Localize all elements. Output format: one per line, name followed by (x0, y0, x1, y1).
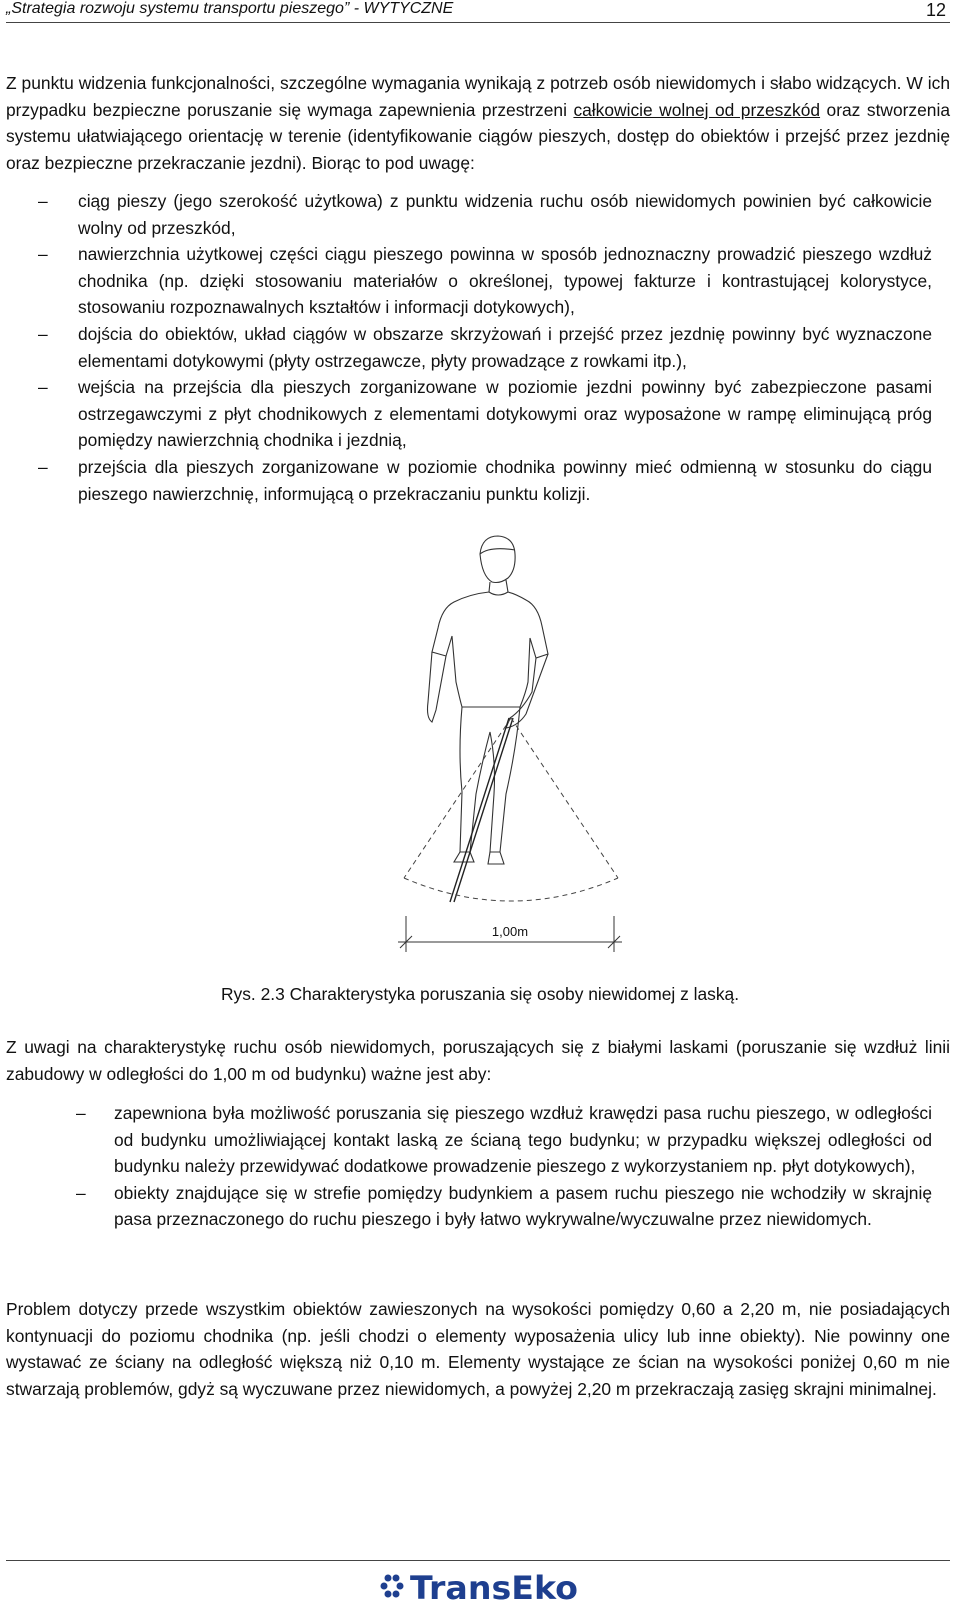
list-item-text: dojścia do obiektów, układ ciągów w obszarze skrzyżowań i przejść przez jezdnię powinny być wyznaczone elementami dotykowymi (płyty ostrzegawcze, płyty prowadzące z rowkami itp.), (78, 323, 932, 371)
list-item (76, 1180, 932, 1233)
list-dash: – (76, 1103, 86, 1123)
list-item (38, 374, 932, 454)
list-item-text: ciąg pieszy (jego szerokość użytkowa) z punktu widzenia ruchu osób niewidomych powinien być całkowicie wolny od przeszkód, (78, 191, 932, 238)
requirements-list (38, 188, 932, 507)
shoes (454, 852, 504, 864)
intro-text-before: Z punktu widzenia funkcjonalności, szczególne wymagania wynikają z potrzeb osób niewidomych i słabo widzących. W ich przypadku bezpieczne poruszanie się wymaga zapewnienia przestrzeni (6, 73, 950, 120)
list-dash: – (38, 377, 48, 398)
right-arm (506, 654, 548, 728)
dimension-label: 1,00m (491, 924, 529, 939)
intro-paragraph (6, 70, 950, 176)
list-item (38, 454, 932, 507)
document-title: „Strategia rozwoju systemu transportu pieszego” - WYTYCZNE (6, 0, 454, 17)
list-dash: – (38, 323, 48, 344)
page-number: 12 (925, 0, 946, 20)
transeko-logo (380, 1568, 580, 1606)
list-item-text: przejścia dla pieszych zorganizowane w poziomie chodnika powinny mieć odmienną w stosunku do ciągu pieszego nawierzchnię, informującą o przekraczaniu punktu kolizji. (78, 456, 932, 504)
list-dash: – (38, 456, 48, 477)
paragraph-cane-movement: Z uwagi na charakterystykę ruchu osób niewidomych, poruszających się z białymi laskami (poruszanie się wzdłuż linii zabudowy w odległości do 1,00 m od budynku) ważne jest aby: (6, 1037, 950, 1084)
list-item (38, 188, 932, 241)
logo-mark-icon (381, 1575, 404, 1598)
page-header (6, 0, 950, 23)
left-arm (428, 652, 447, 722)
list-dash: – (38, 191, 48, 211)
conditions-list (76, 1100, 932, 1233)
list-item (38, 321, 932, 374)
list-dash: – (38, 244, 48, 265)
intro-text-after: oraz stworzenia systemu ułatwiającego orientację w terenie (identyfikowanie ciągów pieszych, dostęp do obiektów i przejść przez jezdnię oraz bezpieczne przekraczanie jezdni). Biorąc to pod uwagę: (6, 99, 950, 173)
list-item (76, 1100, 932, 1180)
footer-divider (6, 1560, 950, 1561)
list-item-text: wejścia na przejścia dla pieszych zorganizowane w poziomie jezdni powinny być zabezpieczone pasami ostrzegawczymi z płyt chodnikowych z elementami dotykowymi oraz wyposażone w rampę eliminującą próg pomiędzy nawierzchnią chodnika i jezdnią, (78, 377, 932, 451)
list-item-text: zapewniona była możliwość poruszania się pieszego wzdłuż krawędzi pasa ruchu pieszego, w odległości od budynku umożliwiającej kontakt laską ze ścianą tego budynku; w przypadku większej odległości od budynku należy przewidywać dodatkowe prowadzenie pieszego z wykorzystaniem np. płyt dotykowych), (114, 1103, 932, 1177)
blind-pedestrian-figure (370, 532, 650, 982)
white-cane (450, 718, 513, 902)
head-outline (480, 536, 515, 583)
list-item-text: obiekty znajdujące się w strefie pomiędzy budynkiem a pasem ruchu pieszego nie wchodziły w skrajnię pasa przeznaczonego do ruchu pieszego i były łatwo wykrywalne/wyczuwalne przez niewidomych. (114, 1182, 932, 1230)
torso-outline (432, 592, 548, 707)
figure-caption: Rys. 2.3 Charakterystyka poruszania się osoby niewidomej z laską. (220, 984, 740, 1004)
list-dash: – (76, 1182, 86, 1203)
list-item-text: nawierzchnia użytkowej części ciągu pieszego powinna w sposób jednoznaczny prowadzić pieszego wzdłuż chodnika (np. dzięki stosowaniu materiałów o określonej, typowej fakturze i kontrastującej kolorystyce, stosowaniu rozpoznawalnych kształtów i informacji dotykowych), (78, 244, 932, 318)
hairline (480, 549, 515, 554)
list-item (38, 241, 932, 321)
cane-sweep-range (404, 718, 618, 901)
paragraph-suspended-objects: Problem dotyczy przede wszystkim obiektów zawieszonych na wysokości pomiędzy 0,60 a 2,20 m, nie posiadających kontynuacji do poziomu chodnika (np. jeśli chodzi o elementy wyposażenia ulicy lub inne obiekty). Nie powinny one wystawać ze ściany na odległość większą niż 0,10 m. Elementy wystające ze ścian na wysokości poniżej 0,60 m nie stwarzają problemów, gdyż są wyczuwane przez niewidomych, a powyżej 2,20 m przekraczają zasięg skrajni minimalnej. (6, 1299, 950, 1399)
logo-text: TransEko (410, 1569, 578, 1606)
intro-underlined-text: całkowicie wolnej od przeszkód (573, 99, 821, 120)
